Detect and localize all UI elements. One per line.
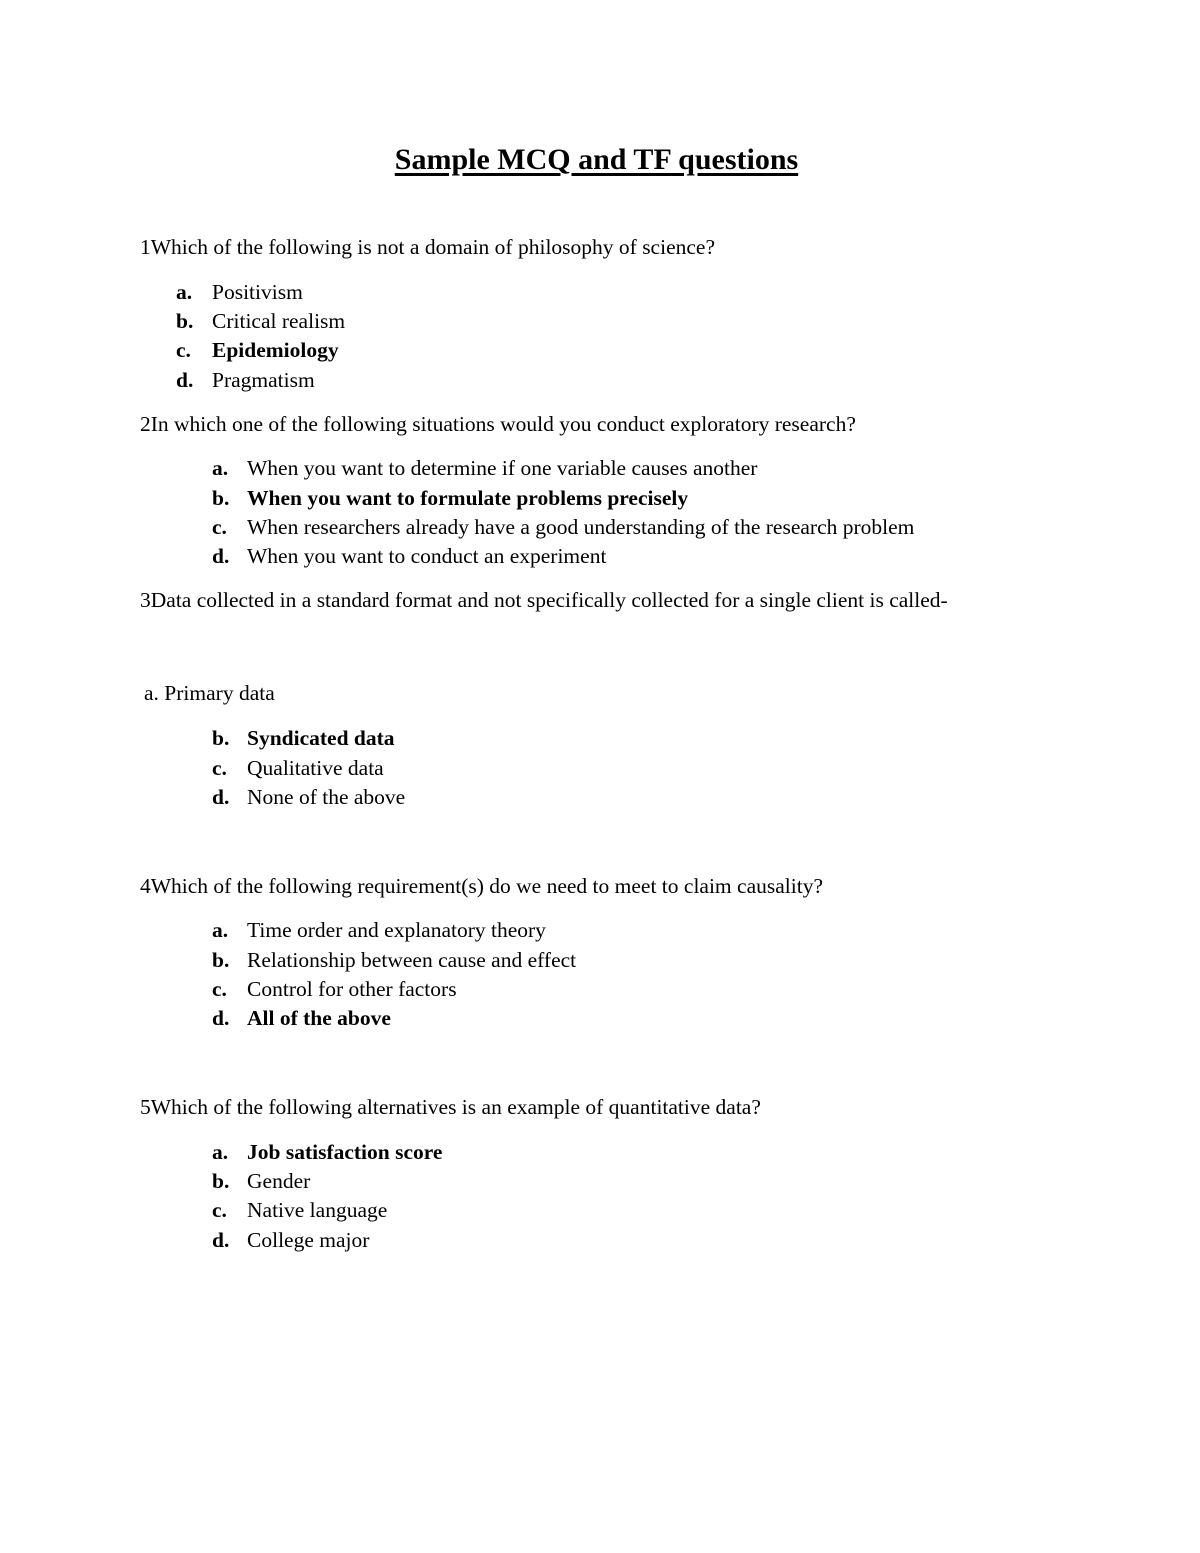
option-text: None of the above (247, 785, 406, 809)
question-5 (140, 1093, 761, 1121)
option-letter: b. (212, 726, 230, 750)
option-text: Relationship between cause and effect (247, 948, 577, 972)
option-letter: a. (212, 456, 229, 480)
option-letter: a. (212, 1140, 229, 1164)
question-number: 3 (140, 588, 151, 612)
option-text: Job satisfaction score (247, 1140, 443, 1164)
option-letter: c. (212, 1198, 227, 1222)
option-text: Native language (247, 1198, 388, 1222)
question-text: In which one of the following situations would you conduct exploratory research? (150, 412, 856, 436)
question-1 (140, 233, 715, 261)
option-text: Primary data (164, 681, 275, 705)
option-text: When you want to determine if one variable causes another (247, 456, 758, 480)
option-letter: d. (212, 1228, 230, 1252)
option-letter: c. (176, 338, 191, 362)
question-text: Which of the following alternatives is an example of quantitative data? (150, 1095, 761, 1119)
option-text: Positivism (212, 280, 303, 304)
option-text: Control for other factors (247, 977, 457, 1001)
option-text: Time order and explanatory theory (247, 918, 546, 942)
question-number: 2 (140, 412, 151, 436)
question-2 (140, 410, 856, 438)
option-text: Syndicated data (247, 726, 395, 750)
option-letter: c. (212, 977, 227, 1001)
option-letter: b. (212, 948, 230, 972)
question-number: 4 (140, 874, 151, 898)
option-letter: d. (176, 368, 194, 392)
option-letter: c. (212, 515, 227, 539)
option-letter: b. (212, 486, 230, 510)
question-text: Data collected in a standard format and not specifically collected for a single client is called- (150, 588, 948, 612)
option-text: All of the above (247, 1006, 391, 1030)
option-letter: d. (212, 785, 230, 809)
option-text: When you want to formulate problems precisely (247, 486, 689, 510)
question-number: 5 (140, 1095, 151, 1119)
option-letter: d. (212, 544, 230, 568)
option-text: Qualitative data (247, 756, 384, 780)
option-letter: b. (212, 1169, 230, 1193)
question-text: Which of the following requirement(s) do we need to meet to claim causality? (150, 874, 823, 898)
option-letter: a. (144, 681, 159, 705)
option-text: College major (247, 1228, 370, 1252)
option-text: Gender (247, 1169, 311, 1193)
option-text: Pragmatism (212, 368, 315, 392)
option-3a (144, 679, 275, 707)
option-letter: b. (176, 309, 194, 333)
option-text: When you want to conduct an experiment (247, 544, 607, 568)
page-title: Sample MCQ and TF questions (394, 143, 799, 176)
option-letter: c. (212, 756, 227, 780)
option-letter: d. (212, 1006, 230, 1030)
option-text: When researchers already have a good understanding of the research problem (247, 515, 915, 539)
question-3 (140, 586, 948, 614)
option-text: Critical realism (212, 309, 346, 333)
question-4 (140, 872, 823, 900)
option-letter: a. (212, 918, 229, 942)
question-text: Which of the following is not a domain of philosophy of science? (150, 235, 715, 259)
question-number: 1 (140, 235, 151, 259)
option-text: Epidemiology (212, 338, 339, 362)
option-letter: a. (176, 280, 193, 304)
